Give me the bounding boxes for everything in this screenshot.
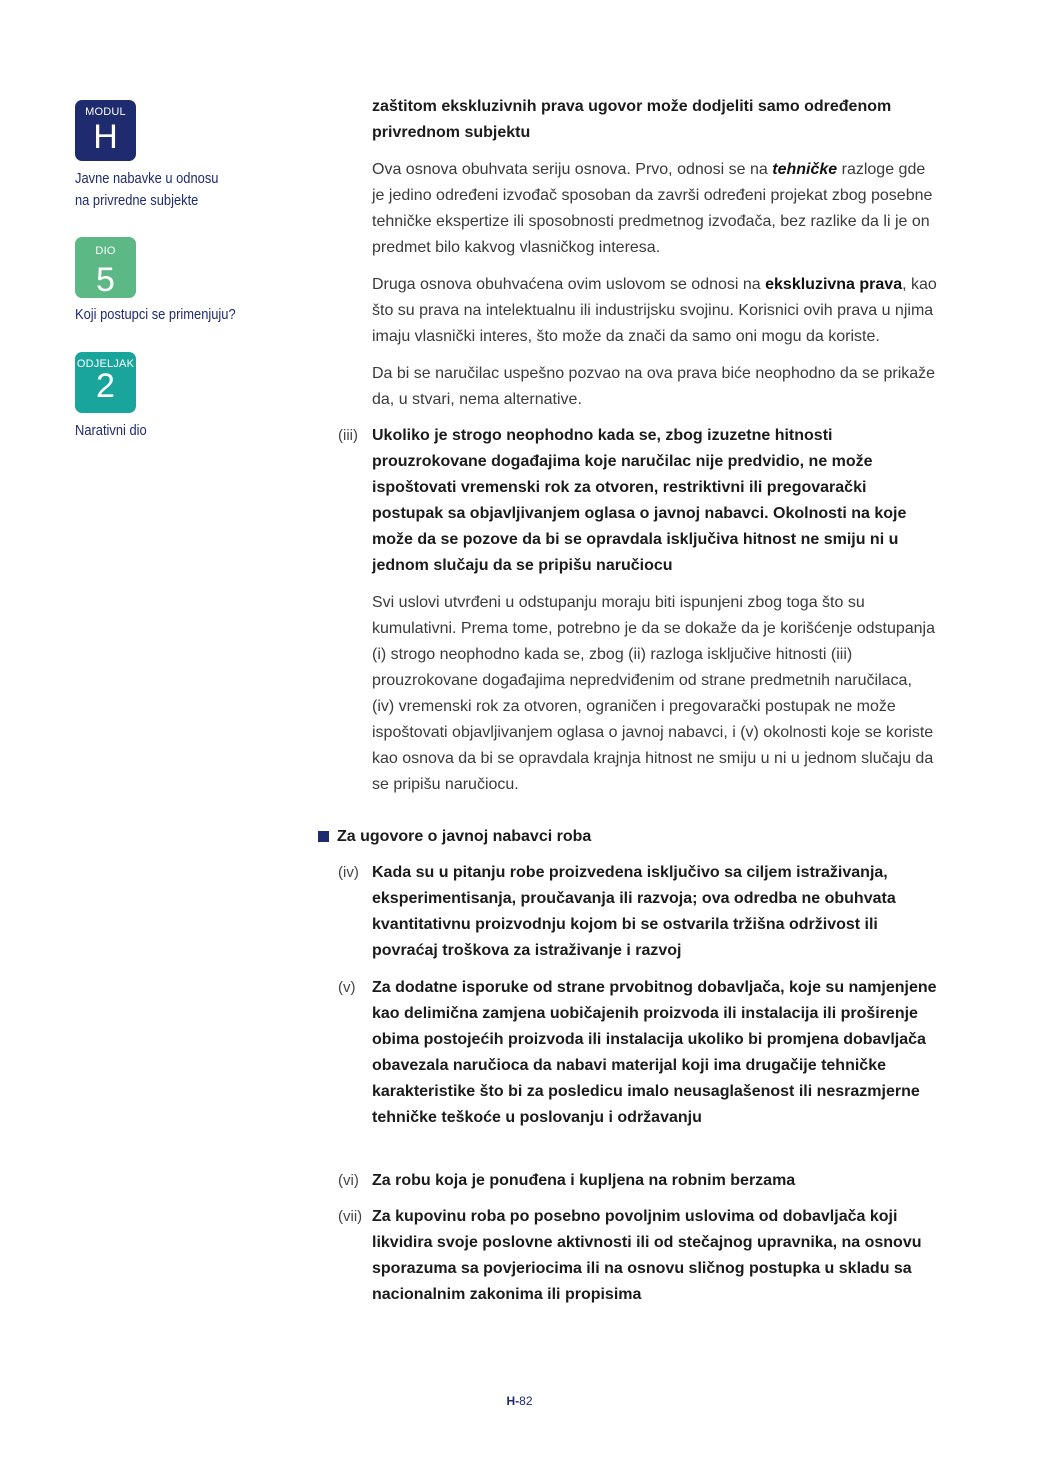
item-vii-text: Za kupovinu roba po posebno povoljnim uslovima od dobavljača koji likvidira svoje poslovne aktivnosti ili od stečajnog upravnika, na osnovu sporazuma sa povjeriocima ili na osnovu sličnog postupka u skladu sa nacionalnim zakonima ili propisima	[372, 1208, 922, 1303]
p2-text-a: Druga osnova obuhvaćena ovim uslovom se odnosi na	[372, 276, 766, 293]
square-bullet-icon	[318, 831, 329, 842]
page-number	[0, 1394, 1039, 1408]
item-iii-number: (iii)	[338, 427, 358, 444]
item-vii-number: (vii)	[338, 1208, 363, 1225]
p2-strong: ekskluzivna prava	[765, 276, 903, 293]
p1-emphasis: tehničke	[772, 161, 838, 178]
odjeljak-number: 2	[96, 367, 115, 405]
modul-title-line-2: na privredne subjekte	[75, 192, 199, 209]
odjeljak-badge	[75, 352, 136, 413]
odjeljak-label: ODJELJAK	[76, 358, 135, 370]
goods-heading-text: Za ugovore o javnoj nabavci roba	[337, 828, 592, 845]
intro-heading: zaštitom ekskluzivnih prava ugovor može dodjeliti samo određenom privrednom subjektu	[372, 98, 892, 141]
dio-badge	[75, 237, 136, 298]
item-vi-number: (vi)	[338, 1172, 359, 1189]
modul-letter: H	[93, 118, 118, 156]
paragraph-conditions: Svi uslovi utvrđeni u odstupanju moraju biti ispunjeni zbog toga što su kumulativni. Prema tome, potrebno je da se dokaže da je korišćenje odstupanja (i) strogo neophodno kada se, zbog (ii) razloga isključive hitnosti (iii) prouzrokovane događajima nepredviđenim od strane predmetnih naručilaca, (iv) vremenski rok za otvoren, ograničen i pregovarački postupak ne može ispoštovati objavljivanjem oglasa o javnoj nabavci, i (v) okolnosti koje se koriste kao osnova da bi se opravdala krajnja hitnost ne smiju u ni u jednom slučaju da se pripišu naručiocu.	[372, 594, 935, 793]
p1-text-b: razloge gde je jedino određeni izvođač sposoban da završi određeni projekat zbog posebne tehničke ekspertize ili sposobnosti predmetnog izvođača, bez razlike da li je on predmet bilo kakvog vlasničkog interesa.	[372, 161, 933, 256]
paragraph-technical	[372, 157, 938, 261]
item-iii-text: Ukoliko je strogo neophodno kada se, zbog izuzetne hitnosti prouzrokovane događajima koje naručilac nije predvidio, ne može ispoštovati vremenski rok za otvoren, restriktivni ili pregovarački postupak sa objavljivanjem oglasa o javnoj nabavci. Okolnosti na koje može da se pozove da bi se opravdala isključiva hitnost ne smiju ni u jednom slučaju da se pripišu naručiocu	[372, 427, 907, 574]
dio-number: 5	[96, 261, 115, 299]
page-prefix: H-	[506, 1394, 520, 1408]
p2-text-b: , kao što su prava na intelektualnu ili industrijsku svojinu. Korisnici ovih prava u njima imaju vlasnički interes, što može da znači da samo oni mogu da koriste.	[372, 276, 937, 345]
paragraph-alternatives: Da bi se naručilac uspešno pozvao na ova prava biće neophodno da se prikaže da, u stvari, nema alternative.	[372, 365, 936, 408]
dio-title: Koji postupci se primenjuju?	[75, 306, 236, 323]
p1-text-a: Ova osnova obuhvata seriju osnova. Prvo, odnosi se na	[372, 161, 773, 178]
modul-badge	[75, 100, 136, 161]
modul-title-line-1: Javne nabavke u odnosu	[75, 170, 219, 187]
page-value: 82	[519, 1394, 533, 1408]
dio-label: DIO	[95, 245, 116, 257]
item-vi-text: Za robu koja je ponuđena i kupljena na robnim berzama	[372, 1172, 796, 1189]
paragraph-exclusive-rights	[372, 272, 938, 350]
goods-heading	[318, 824, 591, 850]
item-iv-number: (iv)	[338, 864, 359, 881]
item-iv-text: Kada su u pitanju robe proizvedena isključivo sa ciljem istraživanja, eksperimentisanja, proučavanja ili razvoja; ova odredba ne obuhvata kvantitativnu proizvodnju kojom bi se ostvarila tržišna održivost ili povraćaj troškova za istraživanje i razvoj	[372, 864, 896, 959]
item-v-number: (v)	[338, 979, 356, 996]
modul-title	[75, 168, 247, 212]
item-v-text: Za dodatne isporuke od strane prvobitnog dobavljača, koje su namjenjene kao delimična zamjena uobičajenih proizvoda ili instalacija ili proširenje obima postojećih proizvoda ili instalacija ukoliko bi promjena dobavljača obavezala naručioca da nabavi materijal koji ima drugačije tehničke karakteristike što bi za posledicu imalo neusaglašenost ili nesrazmjerne tehničke teškoće u poslovanju i održavanju	[372, 979, 937, 1126]
modul-label: MODUL	[85, 106, 126, 118]
odjeljak-title: Narativni dio	[75, 422, 147, 439]
